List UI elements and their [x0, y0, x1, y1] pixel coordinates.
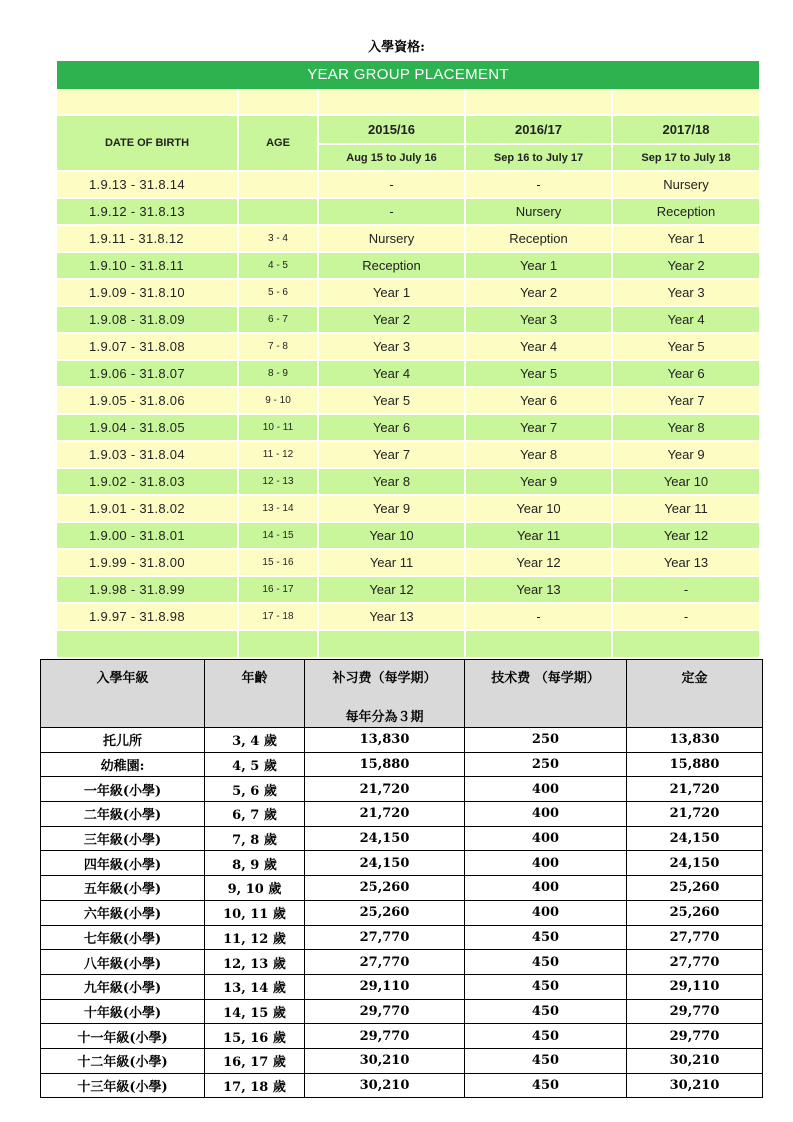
- fee-tuition-cell: 13,830: [305, 728, 465, 753]
- fee-age-cell: 4, 5 歲: [205, 752, 305, 777]
- fee-deposit-cell: 25,260: [627, 900, 763, 925]
- age-cell: 9 - 10: [238, 387, 318, 414]
- fee-tech-cell: 400: [465, 826, 627, 851]
- table-row: [41, 999, 763, 1024]
- table-row: [41, 974, 763, 999]
- fee-tech-cell: 250: [465, 752, 627, 777]
- fee-tech-cell: 400: [465, 851, 627, 876]
- dob-cell: 1.9.05 - 31.8.06: [57, 387, 238, 414]
- fee-deposit-cell: 29,770: [627, 1024, 763, 1049]
- fee-age-cell: 6, 7 歲: [205, 802, 305, 827]
- placement-2017-18-cell: Year 7: [612, 387, 759, 414]
- dob-cell: 1.9.13 - 31.8.14: [57, 171, 238, 198]
- placement-2016-17-cell: Year 11: [465, 522, 612, 549]
- fee-deposit-cell: 30,210: [627, 1073, 763, 1098]
- fee-grade-cell: 幼稚園:: [41, 752, 205, 777]
- age-cell: 12 - 13: [238, 468, 318, 495]
- age-cell: 11 - 12: [238, 441, 318, 468]
- age-cell: 14 - 15: [238, 522, 318, 549]
- placement-2015-16-cell: Reception: [318, 252, 465, 279]
- fee-tuition-cell: 21,720: [305, 777, 465, 802]
- placement-2017-18-cell: Year 6: [612, 360, 759, 387]
- age-cell: 7 - 8: [238, 333, 318, 360]
- placement-2015-16-cell: Year 11: [318, 549, 465, 576]
- fee-deposit-cell: 13,830: [627, 728, 763, 753]
- placement-2016-17-cell: Year 2: [465, 279, 612, 306]
- fee-deposit-cell: 29,110: [627, 974, 763, 999]
- placement-2015-16-cell: -: [318, 198, 465, 225]
- fee-tuition-cell: 15,880: [305, 752, 465, 777]
- placement-2016-17-cell: Reception: [465, 225, 612, 252]
- fee-grade-cell: 七年級(小學): [41, 925, 205, 950]
- dob-cell: 1.9.97 - 31.8.98: [57, 603, 238, 630]
- placement-header-row: [57, 115, 759, 144]
- fee-grade-cell: 十年級(小學): [41, 999, 205, 1024]
- fee-deposit-cell: 21,720: [627, 777, 763, 802]
- table-row: [57, 360, 759, 387]
- fee-tuition-cell: 24,150: [305, 851, 465, 876]
- placement-2015-16-cell: Year 6: [318, 414, 465, 441]
- fee-tuition-cell: 21,720: [305, 802, 465, 827]
- fee-tuition-cell: 29,770: [305, 999, 465, 1024]
- placement-2016-17-cell: Year 12: [465, 549, 612, 576]
- fee-age-cell: 17, 18 歲: [205, 1073, 305, 1098]
- fee-deposit-cell: 27,770: [627, 950, 763, 975]
- age-cell: 10 - 11: [238, 414, 318, 441]
- table-row: [41, 1073, 763, 1098]
- table-row: [41, 1024, 763, 1049]
- header-date-of-birth: DATE OF BIRTH: [57, 115, 238, 171]
- dob-cell: 1.9.07 - 31.8.08: [57, 333, 238, 360]
- table-row: [41, 876, 763, 901]
- placement-2016-17-cell: Year 3: [465, 306, 612, 333]
- fee-grade-cell: 八年級(小學): [41, 950, 205, 975]
- fee-age-cell: 13, 14 歲: [205, 974, 305, 999]
- fee-tuition-cell: 27,770: [305, 950, 465, 975]
- fee-age-cell: 10, 11 歲: [205, 900, 305, 925]
- fee-age-cell: 7, 8 歲: [205, 826, 305, 851]
- placement-2016-17-cell: Year 9: [465, 468, 612, 495]
- fee-tech-cell: 450: [465, 1073, 627, 1098]
- fee-tuition-cell: 30,210: [305, 1073, 465, 1098]
- year-group-placement-table: [57, 61, 759, 659]
- placement-2016-17-cell: Year 10: [465, 495, 612, 522]
- age-cell: 6 - 7: [238, 306, 318, 333]
- fee-tech-cell: 450: [465, 1024, 627, 1049]
- table-row: [57, 522, 759, 549]
- table-row: [57, 441, 759, 468]
- dob-cell: 1.9.98 - 31.8.99: [57, 576, 238, 603]
- dob-cell: 1.9.11 - 31.8.12: [57, 225, 238, 252]
- fee-grade-cell: 一年級(小學): [41, 777, 205, 802]
- table-row: [57, 576, 759, 603]
- fee-age-cell: 9, 10 歲: [205, 876, 305, 901]
- table-row: [41, 1048, 763, 1073]
- placement-2015-16-cell: Year 4: [318, 360, 465, 387]
- fee-header-tuition: 补习费（每学期） 每年分為３期: [305, 660, 465, 728]
- placement-2017-18-cell: Year 9: [612, 441, 759, 468]
- placement-2017-18-cell: -: [612, 603, 759, 630]
- fee-grade-cell: 九年級(小學): [41, 974, 205, 999]
- age-cell: 4 - 5: [238, 252, 318, 279]
- age-cell: 16 - 17: [238, 576, 318, 603]
- fee-tech-cell: 250: [465, 728, 627, 753]
- fee-tech-cell: 450: [465, 1048, 627, 1073]
- table-row: [41, 826, 763, 851]
- fee-tuition-cell: 25,260: [305, 900, 465, 925]
- fee-deposit-cell: 25,260: [627, 876, 763, 901]
- table-row: [57, 306, 759, 333]
- dob-cell: 1.9.01 - 31.8.02: [57, 495, 238, 522]
- table-row: [57, 495, 759, 522]
- placement-2015-16-cell: Year 5: [318, 387, 465, 414]
- table-row: [57, 252, 759, 279]
- fee-grade-cell: 二年級(小學): [41, 802, 205, 827]
- age-cell: 15 - 16: [238, 549, 318, 576]
- header-range-2015-16: Aug 15 to July 16: [318, 144, 465, 171]
- fee-age-cell: 8, 9 歲: [205, 851, 305, 876]
- placement-2017-18-cell: Year 4: [612, 306, 759, 333]
- fee-header-row: [41, 660, 763, 728]
- fee-grade-cell: 十三年級(小學): [41, 1073, 205, 1098]
- placement-2017-18-cell: Year 2: [612, 252, 759, 279]
- age-cell: 3 - 4: [238, 225, 318, 252]
- fee-age-cell: 3, 4 歲: [205, 728, 305, 753]
- header-year-2015-16: 2015/16: [318, 115, 465, 144]
- placement-2015-16-cell: Year 12: [318, 576, 465, 603]
- fee-deposit-cell: 21,720: [627, 802, 763, 827]
- age-cell: 17 - 18: [238, 603, 318, 630]
- fee-tech-cell: 450: [465, 925, 627, 950]
- fee-age-cell: 14, 15 歲: [205, 999, 305, 1024]
- fee-grade-cell: 五年級(小學): [41, 876, 205, 901]
- placement-spacer-row: [57, 630, 759, 658]
- placement-2017-18-cell: Nursery: [612, 171, 759, 198]
- table-row: [57, 468, 759, 495]
- placement-2016-17-cell: Nursery: [465, 198, 612, 225]
- fee-deposit-cell: 27,770: [627, 925, 763, 950]
- dob-cell: 1.9.10 - 31.8.11: [57, 252, 238, 279]
- fee-header-age: 年齡: [205, 660, 305, 728]
- placement-2016-17-cell: -: [465, 603, 612, 630]
- fee-tuition-cell: 30,210: [305, 1048, 465, 1073]
- table-row: [57, 225, 759, 252]
- table-row: [41, 802, 763, 827]
- table-row: [41, 777, 763, 802]
- fee-grade-cell: 三年級(小學): [41, 826, 205, 851]
- dob-cell: 1.9.06 - 31.8.07: [57, 360, 238, 387]
- placement-2017-18-cell: Year 3: [612, 279, 759, 306]
- fee-header-tuition-note: 每年分為３期: [345, 710, 424, 725]
- placement-2015-16-cell: Year 2: [318, 306, 465, 333]
- placement-spacer-row: [57, 89, 759, 115]
- age-cell: 8 - 9: [238, 360, 318, 387]
- table-row: [41, 728, 763, 753]
- table-row: [57, 603, 759, 630]
- placement-2015-16-cell: Year 10: [318, 522, 465, 549]
- fee-header-grade: 入學年級: [41, 660, 205, 728]
- placement-2016-17-cell: Year 6: [465, 387, 612, 414]
- placement-2017-18-cell: Reception: [612, 198, 759, 225]
- age-cell: 5 - 6: [238, 279, 318, 306]
- age-cell: 13 - 14: [238, 495, 318, 522]
- header-year-2017-18: 2017/18: [612, 115, 759, 144]
- table-row: [57, 387, 759, 414]
- dob-cell: 1.9.00 - 31.8.01: [57, 522, 238, 549]
- table-row: [41, 900, 763, 925]
- table-row: [41, 851, 763, 876]
- fee-tuition-cell: 24,150: [305, 826, 465, 851]
- dob-cell: 1.9.99 - 31.8.00: [57, 549, 238, 576]
- placement-2017-18-cell: Year 10: [612, 468, 759, 495]
- table-row: [57, 171, 759, 198]
- age-cell: [238, 171, 318, 198]
- fee-tuition-cell: 29,770: [305, 1024, 465, 1049]
- placement-2015-16-cell: -: [318, 171, 465, 198]
- fee-tech-cell: 450: [465, 999, 627, 1024]
- fee-header-deposit: 定金: [627, 660, 763, 728]
- header-range-2017-18: Sep 17 to July 18: [612, 144, 759, 171]
- fee-age-cell: 11, 12 歲: [205, 925, 305, 950]
- placement-2016-17-cell: Year 8: [465, 441, 612, 468]
- dob-cell: 1.9.12 - 31.8.13: [57, 198, 238, 225]
- fee-tuition-cell: 25,260: [305, 876, 465, 901]
- dob-cell: 1.9.08 - 31.8.09: [57, 306, 238, 333]
- placement-2016-17-cell: Year 13: [465, 576, 612, 603]
- fee-tuition-cell: 27,770: [305, 925, 465, 950]
- placement-2015-16-cell: Year 7: [318, 441, 465, 468]
- placement-2017-18-cell: Year 11: [612, 495, 759, 522]
- header-year-2016-17: 2016/17: [465, 115, 612, 144]
- fee-deposit-cell: 30,210: [627, 1048, 763, 1073]
- fee-table: [40, 659, 763, 1098]
- fee-tech-cell: 450: [465, 950, 627, 975]
- placement-2017-18-cell: Year 8: [612, 414, 759, 441]
- placement-2017-18-cell: Year 12: [612, 522, 759, 549]
- placement-2016-17-cell: Year 7: [465, 414, 612, 441]
- placement-2015-16-cell: Year 13: [318, 603, 465, 630]
- table-row: [57, 198, 759, 225]
- placement-grid: [57, 89, 759, 659]
- fee-deposit-cell: 24,150: [627, 851, 763, 876]
- fee-header-tech: 技术费 （每学期）: [465, 660, 627, 728]
- fee-deposit-cell: 15,880: [627, 752, 763, 777]
- dob-cell: 1.9.02 - 31.8.03: [57, 468, 238, 495]
- placement-2017-18-cell: -: [612, 576, 759, 603]
- table-row: [41, 752, 763, 777]
- placement-2015-16-cell: Year 9: [318, 495, 465, 522]
- fee-grade-cell: 托儿所: [41, 728, 205, 753]
- fee-grade-cell: 四年級(小學): [41, 851, 205, 876]
- placement-2017-18-cell: Year 1: [612, 225, 759, 252]
- placement-2016-17-cell: -: [465, 171, 612, 198]
- fee-tech-cell: 400: [465, 802, 627, 827]
- placement-2017-18-cell: Year 13: [612, 549, 759, 576]
- dob-cell: 1.9.09 - 31.8.10: [57, 279, 238, 306]
- fee-tech-cell: 400: [465, 876, 627, 901]
- fee-tech-cell: 450: [465, 974, 627, 999]
- placement-banner: YEAR GROUP PLACEMENT: [57, 61, 759, 89]
- fee-tech-cell: 400: [465, 777, 627, 802]
- age-cell: [238, 198, 318, 225]
- fee-tech-cell: 400: [465, 900, 627, 925]
- table-row: [41, 950, 763, 975]
- placement-2015-16-cell: Year 8: [318, 468, 465, 495]
- table-row: [57, 549, 759, 576]
- fee-tuition-cell: 29,110: [305, 974, 465, 999]
- fee-age-cell: 15, 16 歲: [205, 1024, 305, 1049]
- fee-deposit-cell: 24,150: [627, 826, 763, 851]
- placement-2016-17-cell: Year 1: [465, 252, 612, 279]
- header-range-2016-17: Sep 16 to July 17: [465, 144, 612, 171]
- fee-deposit-cell: 29,770: [627, 999, 763, 1024]
- placement-2017-18-cell: Year 5: [612, 333, 759, 360]
- placement-2015-16-cell: Nursery: [318, 225, 465, 252]
- fee-age-cell: 12, 13 歲: [205, 950, 305, 975]
- table-row: [57, 279, 759, 306]
- placement-2016-17-cell: Year 5: [465, 360, 612, 387]
- table-row: [57, 414, 759, 441]
- fee-age-cell: 5, 6 歲: [205, 777, 305, 802]
- table-row: [41, 925, 763, 950]
- fee-grade-cell: 六年級(小學): [41, 900, 205, 925]
- fee-grade-cell: 十一年級(小學): [41, 1024, 205, 1049]
- fee-age-cell: 16, 17 歲: [205, 1048, 305, 1073]
- placement-2015-16-cell: Year 3: [318, 333, 465, 360]
- header-age: AGE: [238, 115, 318, 171]
- table-row: [57, 333, 759, 360]
- page-title: 入學資格:: [368, 40, 425, 55]
- dob-cell: 1.9.04 - 31.8.05: [57, 414, 238, 441]
- placement-2016-17-cell: Year 4: [465, 333, 612, 360]
- fee-grade-cell: 十二年級(小學): [41, 1048, 205, 1073]
- placement-2015-16-cell: Year 1: [318, 279, 465, 306]
- dob-cell: 1.9.03 - 31.8.04: [57, 441, 238, 468]
